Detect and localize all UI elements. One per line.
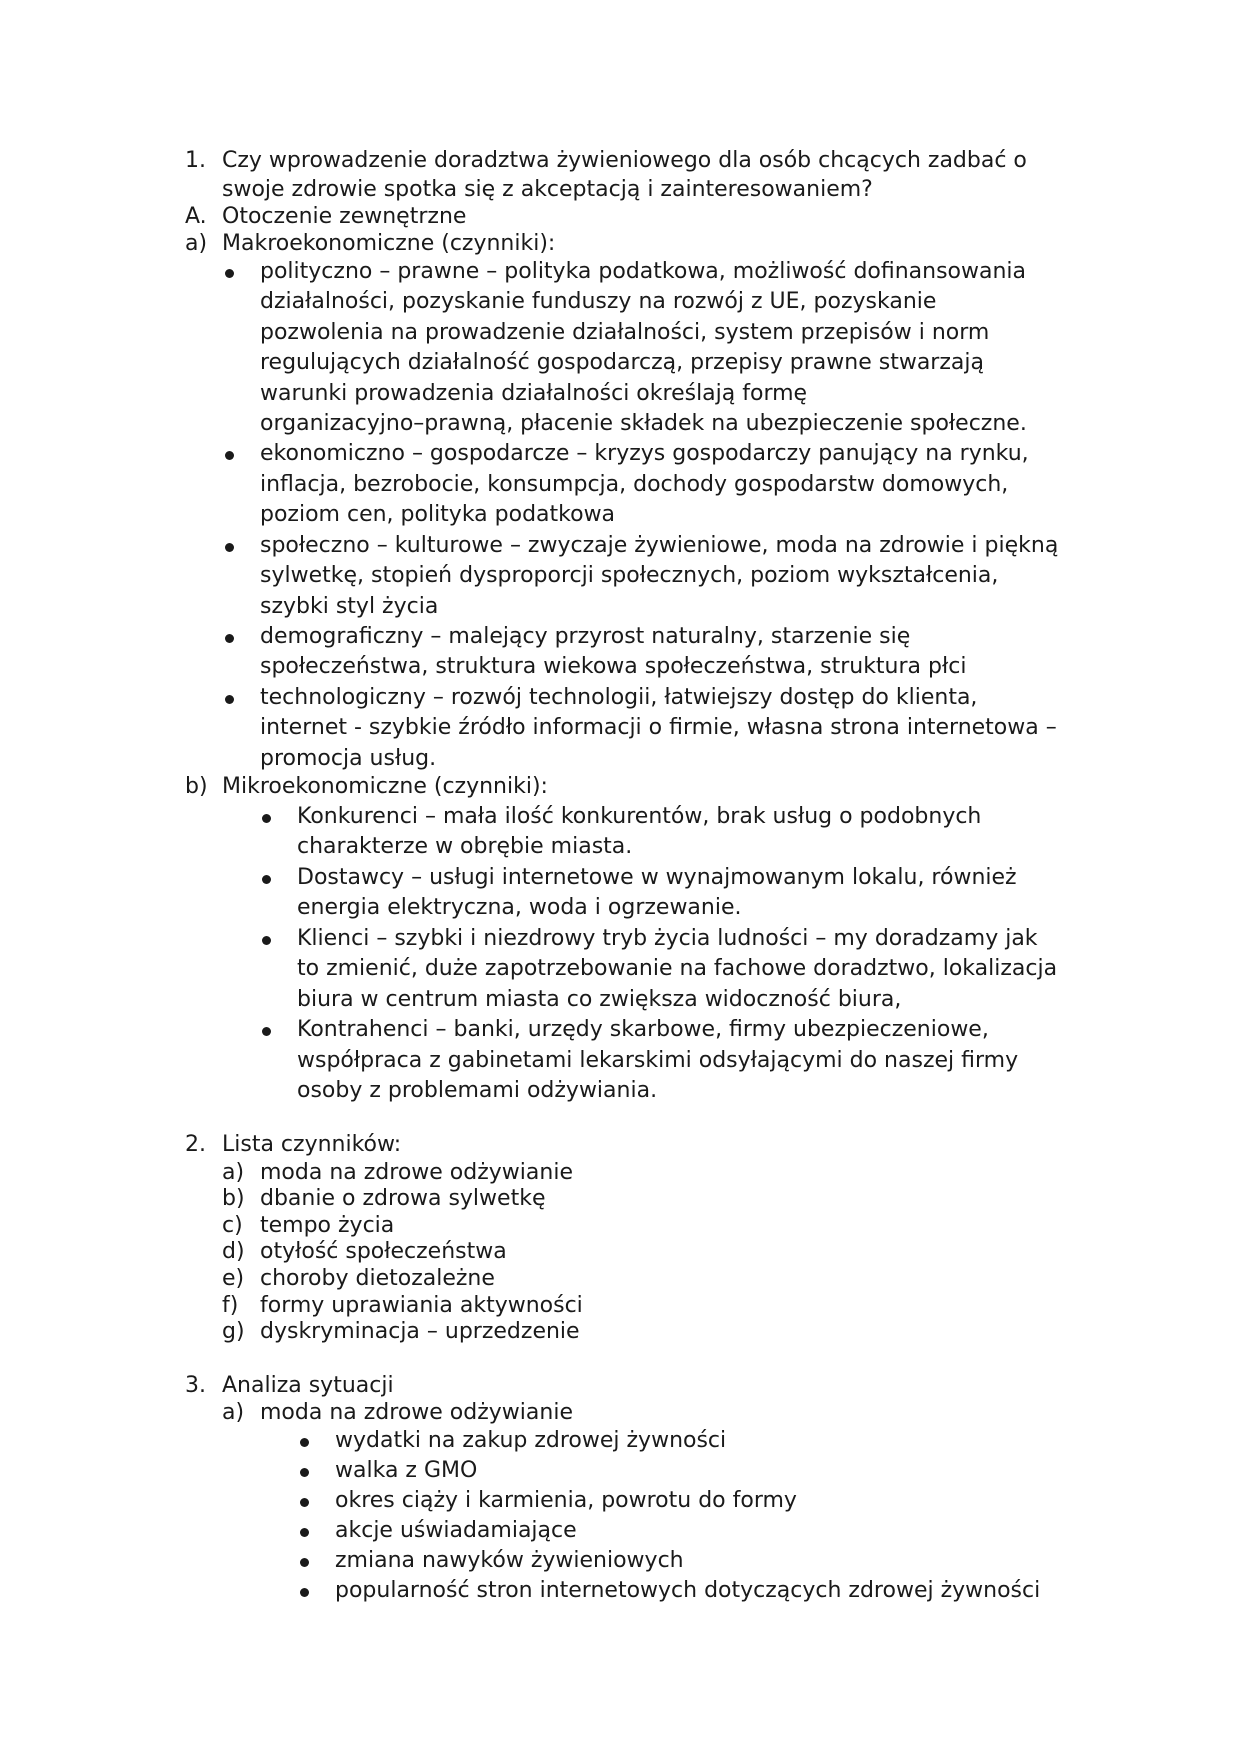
list-marker: e) [222,1266,245,1291]
bullet-icon [300,1558,309,1567]
bullet-icon [225,451,234,460]
list-marker: a) [185,231,208,256]
bullet-icon [300,1468,309,1477]
bullet-icon [300,1438,309,1447]
list-marker: A. [185,204,207,229]
list-item-text: sylwetkę, stopień dysproporcji społecznych, poziom wykształcenia, [260,563,999,588]
list-item-text: społeczeństwa, struktura wiekowa społeczeństwa, struktura płci [260,654,967,679]
factor-text: dbanie o zdrowa sylwetkę [260,1186,546,1211]
bullet-icon [262,1027,271,1036]
list-item-text: szybki styl życia [260,594,439,619]
list-item-text: polityczno – prawne – polityka podatkowa, możliwość dofinansowania [260,259,1027,284]
list-marker: c) [222,1213,243,1238]
list-item-text: współpraca z gabinetami lekarskimi odsyłającymi do naszej firmy [297,1048,1019,1073]
micro-title: Mikroekonomiczne (czynniki): [222,774,548,799]
list-item-text: zmiana nawyków żywieniowych [335,1548,684,1573]
list-item-text: biura w centrum miasta co zwiększa widoczność biura, [297,987,902,1012]
list-marker: 2. [185,1132,206,1157]
list-item-text: Dostawcy – usługi internetowe w wynajmowanym lokalu, również [297,865,1017,890]
list-marker: 3. [185,1373,206,1398]
factor-text: tempo życia [260,1213,395,1238]
factor-text: moda na zdrowe odżywianie [260,1160,573,1185]
section-title: Analiza sytuacji [222,1373,394,1398]
list-marker: f) [222,1293,239,1318]
factor-text: otyłość społeczeństwa [260,1239,507,1264]
bullet-icon [225,634,234,643]
list-item-text: warunki prowadzenia działalności określają formę [260,381,808,406]
bullet-icon [300,1588,309,1597]
list-marker: d) [222,1239,245,1264]
question-text: Czy wprowadzenie doradztwa żywieniowego dla osób chcących zadbać o [222,148,1027,173]
list-item-text: akcje uświadamiające [335,1518,577,1543]
section-title: Lista czynników: [222,1132,402,1157]
list-marker: b) [185,774,208,799]
bullet-icon [225,269,234,278]
list-item-text: społeczno – kulturowe – zwyczaje żywieniowe, moda na zdrowie i piękną [260,533,1059,558]
list-marker: 1. [185,148,206,173]
factor-text: formy uprawiania aktywności [260,1293,583,1318]
list-item-text: promocja usług. [260,746,437,771]
list-item-text: demograficzny – malejący przyrost naturalny, starzenie się [260,624,911,649]
list-item-text: to zmienić, duże zapotrzebowanie na fachowe doradztwo, lokalizacja [297,956,1058,981]
list-item-text: osoby z problemami odżywiania. [297,1078,658,1103]
list-item-text: technologiczny – rozwój technologii, łatwiejszy dostęp do klienta, [260,685,978,710]
bullet-icon [262,936,271,945]
list-item-text: Klienci – szybki i niezdrowy tryb życia ludności – my doradzamy jak [297,926,1038,951]
bullet-icon [262,814,271,823]
macro-title: Makroekonomiczne (czynniki): [222,231,556,256]
list-item-text: wydatki na zakup zdrowej żywności [335,1428,727,1453]
list-item-text: działalności, pozyskanie funduszy na rozwój z UE, pozyskanie [260,289,937,314]
factor-text: dyskryminacja – uprzedzenie [260,1319,580,1344]
list-item-text: regulujących działalność gospodarczą, przepisy prawne stwarzają [260,350,984,375]
list-item-text: Konkurenci – mała ilość konkurentów, brak usług o podobnych [297,804,982,829]
list-marker: a) [222,1400,245,1425]
list-item-text: internet - szybkie źródło informacji o firmie, własna strona internetowa – [260,715,1057,740]
list-item-text: Kontrahenci – banki, urzędy skarbowe, firmy ubezpieczeniowe, [297,1017,989,1042]
analysis-subtitle: moda na zdrowe odżywianie [260,1400,573,1425]
list-item-text: ekonomiczno – gospodarcze – kryzys gospodarczy panujący na rynku, [260,441,1029,466]
bullet-icon [225,695,234,704]
factor-text: choroby dietozależne [260,1266,495,1291]
list-marker: b) [222,1186,245,1211]
bullet-icon [300,1528,309,1537]
section-title: Otoczenie zewnętrzne [222,204,467,229]
list-marker: g) [222,1319,245,1344]
list-item-text: organizacyjno–prawną, płacenie składek na ubezpieczenie społeczne. [260,411,1027,436]
list-item-text: inflacja, bezrobocie, konsumpcja, dochody gospodarstw domowych, [260,472,1009,497]
bullet-icon [300,1498,309,1507]
list-item-text: charakterze w obrębie miasta. [297,834,633,859]
list-item-text: pozwolenia na prowadzenie działalności, system przepisów i norm [260,320,990,345]
bullet-icon [262,875,271,884]
list-item-text: poziom cen, polityka podatkowa [260,502,616,527]
list-item-text: okres ciąży i karmienia, powrotu do formy [335,1488,797,1513]
list-item-text: popularność stron internetowych dotyczących zdrowej żywności [335,1578,1041,1603]
bullet-icon [225,543,234,552]
question-text: swoje zdrowie spotka się z akceptacją i zainteresowaniem? [222,177,873,202]
list-item-text: energia elektryczna, woda i ogrzewanie. [297,895,742,920]
list-item-text: walka z GMO [335,1458,478,1483]
list-marker: a) [222,1160,245,1185]
